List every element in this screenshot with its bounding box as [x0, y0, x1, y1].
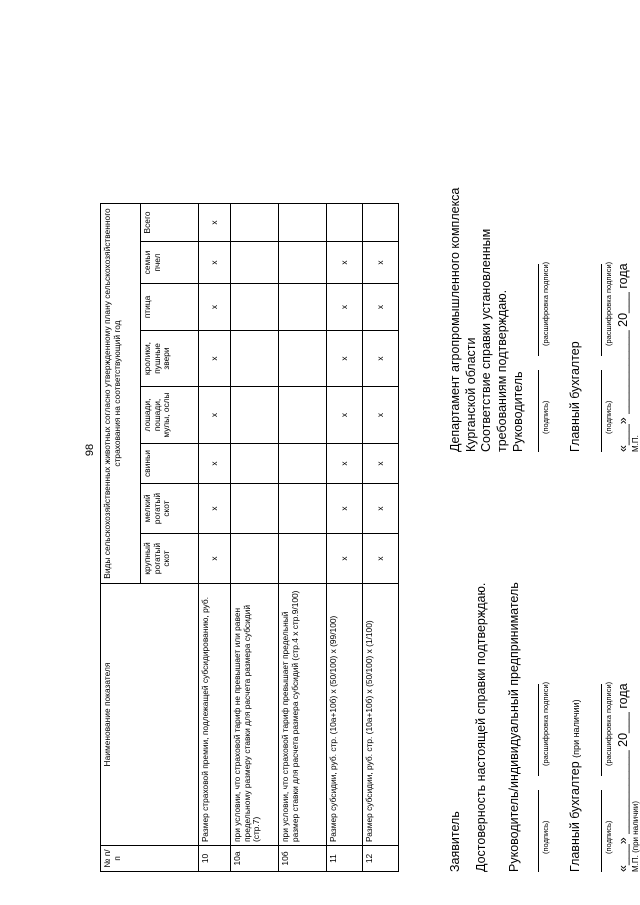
- table-body: [199, 204, 399, 872]
- table-cell: x: [199, 204, 231, 242]
- row-label: Размер субсидии, руб. стр. (10а+10б) x (50/100) x (99/100): [327, 584, 363, 846]
- sign-caption: (подпись): [541, 400, 550, 434]
- table-cell[interactable]: [231, 534, 279, 584]
- table-cell[interactable]: [327, 204, 363, 242]
- decode-caption: (расшифровка подписи): [604, 261, 613, 346]
- table-cell: x: [363, 534, 399, 584]
- applicant-accountant: [568, 699, 584, 872]
- table-cell[interactable]: [231, 242, 279, 284]
- decode-caption: (расшифровка подписи): [604, 681, 613, 766]
- row-label: при условии, что страховой тариф не превышает или равен предельному размеру ставки для расчета размера субсидий (стр.7): [231, 584, 279, 846]
- col-header-1: мелкий рогатый скот: [141, 484, 199, 534]
- col-header-6: семьи пчел: [141, 242, 199, 284]
- table-cell: x: [199, 242, 231, 284]
- sign-caption: (подпись): [541, 820, 550, 854]
- row-number: 10: [199, 846, 231, 872]
- table-cell[interactable]: [231, 444, 279, 484]
- row-label: Размер страховой премии, подлежащей субсидированию, руб.: [199, 584, 231, 846]
- accountant-note: (при наличии): [571, 699, 581, 758]
- table-cell[interactable]: [279, 204, 327, 242]
- row-number: 10б: [279, 846, 327, 872]
- sign-line[interactable]: [538, 370, 539, 452]
- table-cell: x: [327, 284, 363, 331]
- dept-stamp: М.П.: [631, 435, 640, 452]
- decode-caption: (расшифровка подписи): [541, 681, 550, 766]
- table-cell[interactable]: [231, 284, 279, 331]
- row-number: 11: [327, 846, 363, 872]
- table-cell: x: [363, 331, 399, 387]
- table-cell: x: [363, 284, 399, 331]
- table-cell: x: [327, 331, 363, 387]
- table-cell: x: [327, 534, 363, 584]
- dept-title: Департамент агропромышленного комплекса Курганской области: [448, 187, 478, 452]
- col-header-5: птица: [141, 284, 199, 331]
- table-cell[interactable]: [279, 284, 327, 331]
- applicant-certify: Достоверность настоящей справки подтверждаю.: [474, 582, 488, 872]
- row-label: Размер субсидии, руб. стр. (10а+10б) x (50/100) x (1/100): [363, 584, 399, 846]
- applicant-head-role: Руководитель/индивидуальный предприниматель: [507, 582, 521, 872]
- table-cell: x: [363, 387, 399, 444]
- sign-caption: (подпись): [604, 400, 613, 434]
- table-cell[interactable]: [279, 387, 327, 444]
- table-cell: x: [327, 484, 363, 534]
- applicant-date: «___» ____________ 20___ года: [616, 683, 630, 872]
- col-header-2: свиньи: [141, 444, 199, 484]
- table-cell[interactable]: [231, 331, 279, 387]
- dept-accountant: Главный бухгалтер: [568, 341, 582, 452]
- table-cell: x: [363, 444, 399, 484]
- subsidy-table: [100, 203, 399, 872]
- sign-line[interactable]: [601, 370, 602, 452]
- table-cell[interactable]: [231, 204, 279, 242]
- table-cell: x: [327, 387, 363, 444]
- rotated-page: [100, 32, 640, 872]
- col-header-num: № п/п: [101, 846, 199, 872]
- col-header-group: Виды сельскохозяйственных животных согласно утвержденному плану сельскохозяйственного страхования на соответствующий год: [101, 204, 141, 584]
- decode-line[interactable]: [538, 264, 539, 356]
- table-cell[interactable]: [279, 484, 327, 534]
- table-row: [327, 204, 363, 872]
- row-number: 12: [363, 846, 399, 872]
- dept-head-role: Руководитель: [511, 371, 525, 452]
- table-cell[interactable]: [279, 534, 327, 584]
- table-cell: x: [199, 331, 231, 387]
- table-cell[interactable]: [231, 484, 279, 534]
- col-header-7: Всего: [141, 204, 199, 242]
- row-number: 10а: [231, 846, 279, 872]
- page-number: 98: [84, 443, 97, 457]
- table-cell: x: [199, 444, 231, 484]
- table-cell: x: [199, 534, 231, 584]
- table-cell: x: [363, 242, 399, 284]
- table-cell[interactable]: [279, 444, 327, 484]
- table-cell: x: [199, 484, 231, 534]
- table-row: [199, 204, 231, 872]
- col-header-4: кролики, пушные звери: [141, 331, 199, 387]
- table-cell: x: [363, 484, 399, 534]
- table-row: [363, 204, 399, 872]
- col-header-name: Наименование показателя: [101, 584, 199, 846]
- col-header-0: крупный рогатый скот: [141, 534, 199, 584]
- table-row: [231, 204, 279, 872]
- dept-confirm: Соответствие справки установленным требованиям подтверждаю.: [479, 228, 509, 452]
- applicant-stamp: М.П. (при наличии): [631, 801, 640, 872]
- table-row: [279, 204, 327, 872]
- col-header-3: лошади, пошади, мулы, ослы: [141, 387, 199, 444]
- sign-caption: (подпись): [604, 820, 613, 854]
- decode-line[interactable]: [538, 684, 539, 776]
- decode-caption: (расшифровка подписи): [541, 261, 550, 346]
- accountant-label: Главный бухгалтер: [568, 761, 582, 872]
- table-cell[interactable]: [363, 204, 399, 242]
- table-cell[interactable]: [279, 242, 327, 284]
- table-cell: x: [199, 387, 231, 444]
- decode-line[interactable]: [601, 264, 602, 356]
- table-cell: x: [327, 444, 363, 484]
- table-cell[interactable]: [279, 331, 327, 387]
- dept-date: «___» ____________ 20___ года: [616, 263, 630, 452]
- table-cell: x: [327, 242, 363, 284]
- table-cell: x: [199, 284, 231, 331]
- row-label: при условии, что страховой тариф превышает предельный размер ставки для расчета размера субсидий (стр.4 x стр.9/100): [279, 584, 327, 846]
- applicant-label: Заявитель: [448, 811, 462, 872]
- table-cell[interactable]: [231, 387, 279, 444]
- decode-line[interactable]: [601, 684, 602, 776]
- sign-line[interactable]: [601, 790, 602, 872]
- sign-line[interactable]: [538, 790, 539, 872]
